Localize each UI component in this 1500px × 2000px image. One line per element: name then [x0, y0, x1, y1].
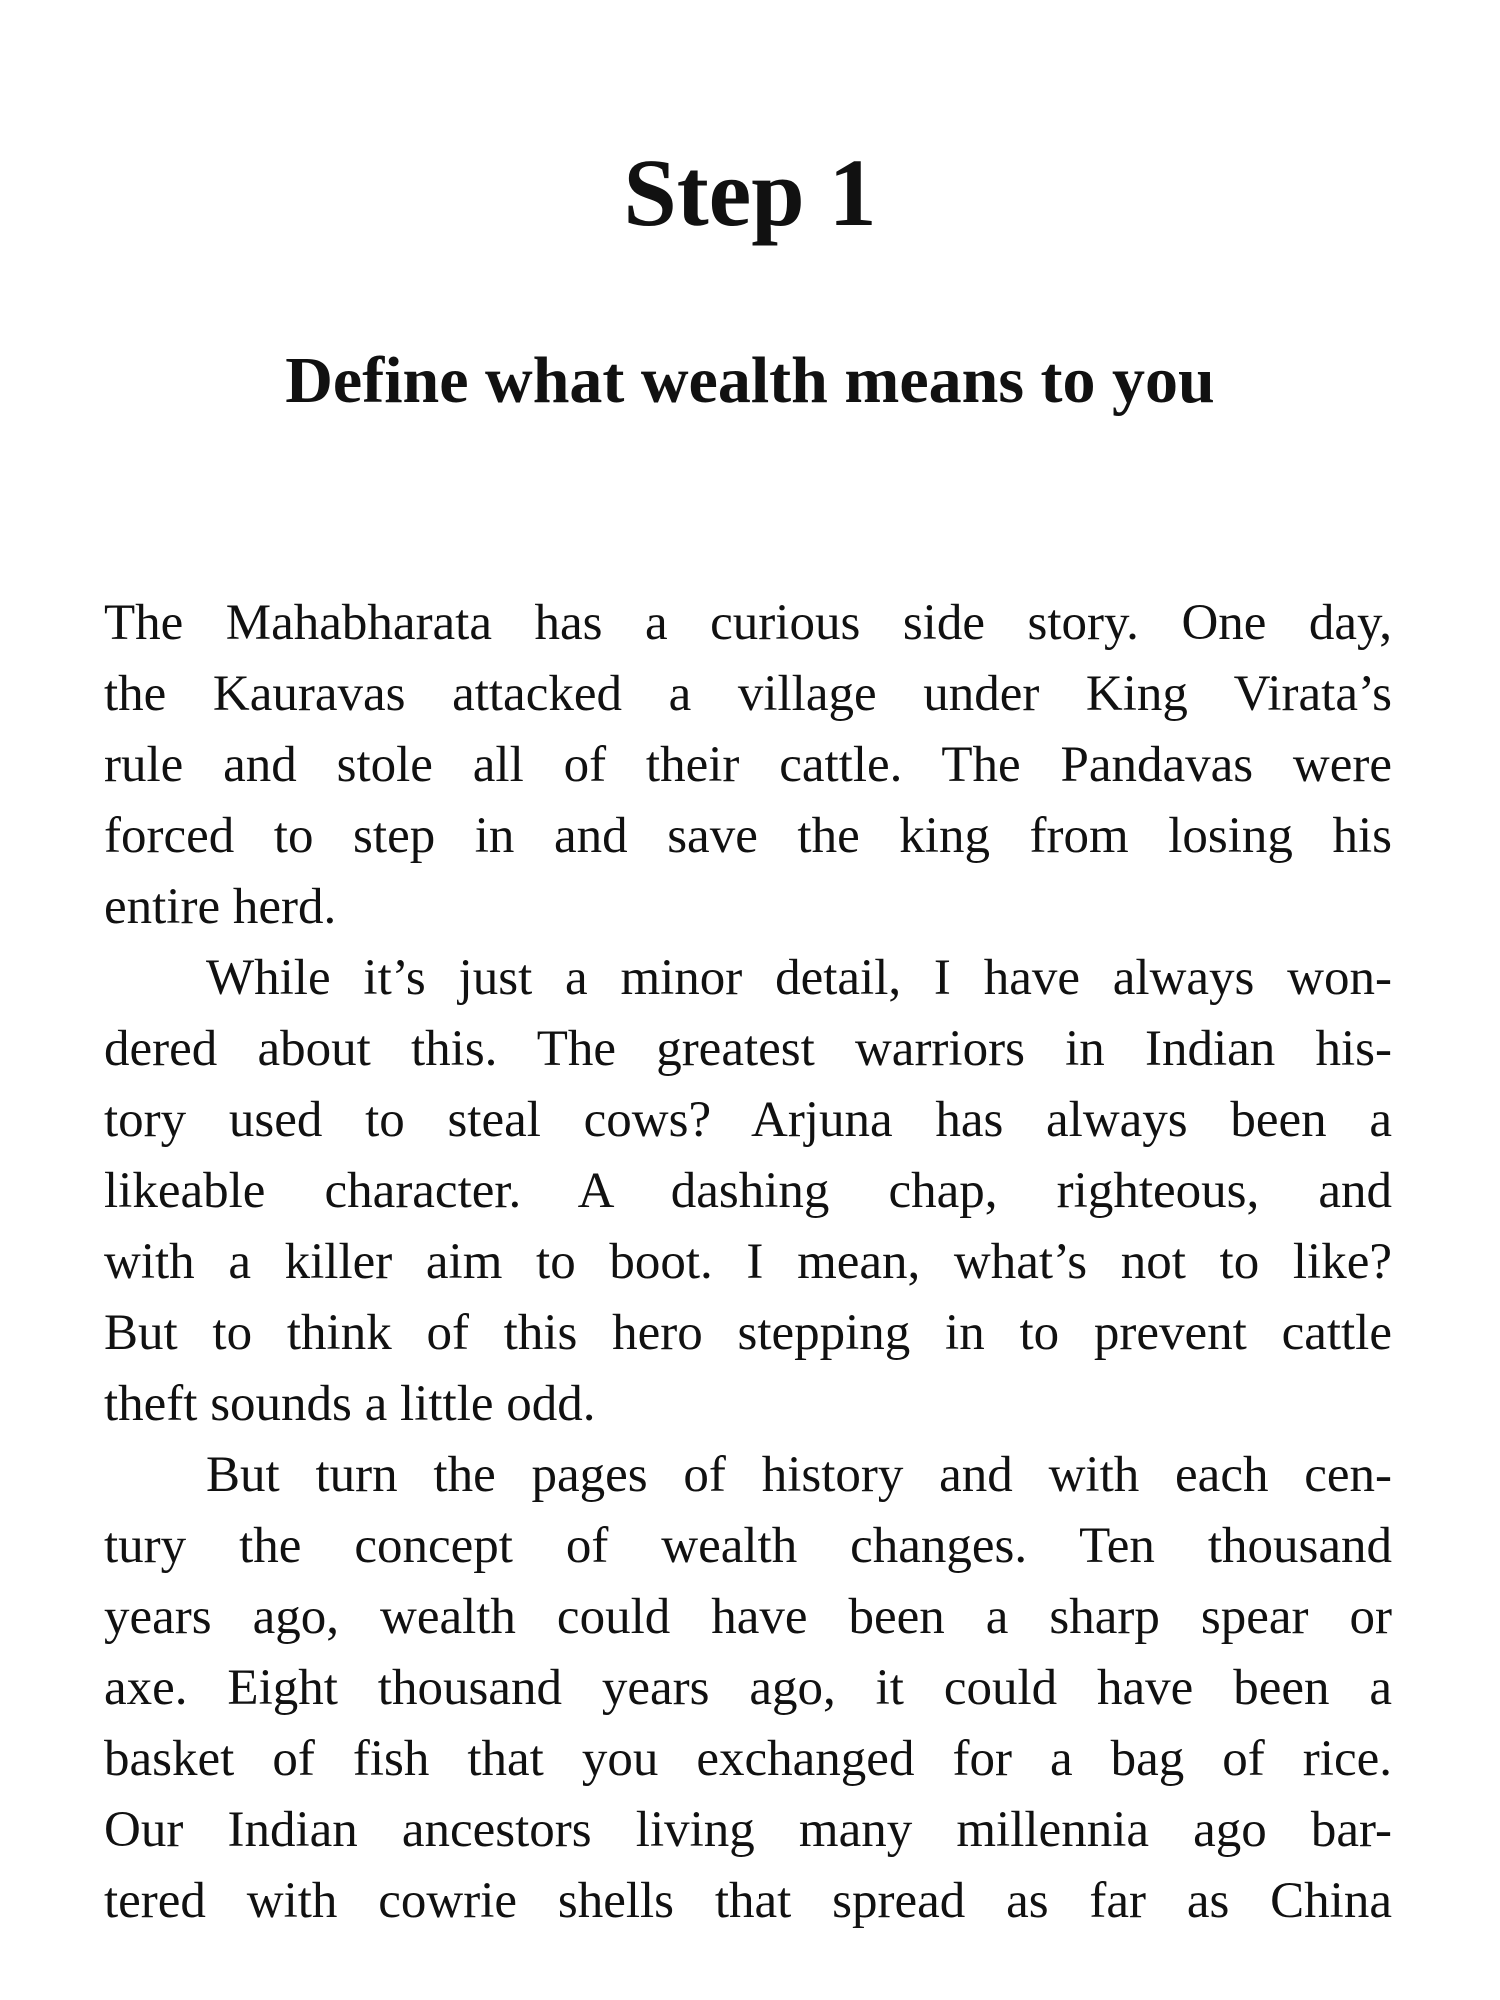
- text-line: The Mahabharata has a curious side story. One day,: [104, 595, 1392, 651]
- text-line: tury the concept of wealth changes. Ten thousand: [104, 1518, 1392, 1574]
- text-line: But turn the pages of history and with each cen-: [206, 1447, 1392, 1503]
- text-line: basket of fish that you exchanged for a bag of rice.: [104, 1731, 1392, 1787]
- text-line: the Kauravas attacked a village under King Virata’s: [104, 666, 1392, 722]
- text-line: dered about this. The greatest warriors in Indian his-: [104, 1021, 1392, 1077]
- text-line: years ago, wealth could have been a sharp spear or: [104, 1589, 1392, 1645]
- text-line: theft sounds a little odd.: [104, 1376, 596, 1432]
- text-line: rule and stole all of their cattle. The Pandavas were: [104, 737, 1392, 793]
- chapter-title: Define what wealth means to you: [285, 344, 1215, 417]
- text-line: with a killer aim to boot. I mean, what’s not to like?: [104, 1234, 1392, 1290]
- text-line: forced to step in and save the king from losing his: [104, 808, 1392, 864]
- chapter-number: Step 1: [623, 139, 877, 246]
- text-line: tered with cowrie shells that spread as far as China: [104, 1873, 1392, 1929]
- body-text: [104, 588, 1392, 1937]
- text-line: entire herd.: [104, 879, 337, 935]
- text-line: But to think of this hero stepping in to prevent cattle: [104, 1305, 1392, 1361]
- text-line: likeable character. A dashing chap, righteous, and: [104, 1163, 1392, 1219]
- text-line: Our Indian ancestors living many millennia ago bar-: [104, 1802, 1392, 1858]
- text-line: tory used to steal cows? Arjuna has always been a: [104, 1092, 1392, 1148]
- text-line: axe. Eight thousand years ago, it could have been a: [104, 1660, 1392, 1716]
- text-line: While it’s just a minor detail, I have always won-: [206, 950, 1392, 1006]
